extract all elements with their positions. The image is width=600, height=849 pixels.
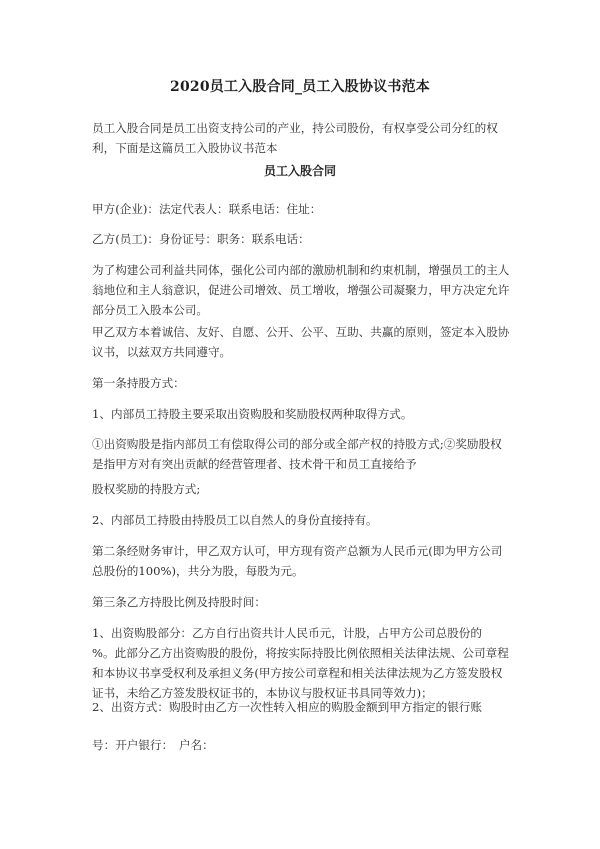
- purpose-paragraph: 为了构建公司利益共同体，强化公司内部的激励机制和约束机制，增强员工的主人翁地位和主人翁意识，促进公司增效、员工增收，增强公司凝聚力，甲方决定允许部分员工入股本公司。: [92, 263, 510, 317]
- article3-heading: 第三条乙方持股比例及持股时间：: [92, 595, 266, 609]
- article3-item2-continued: 号：开户银行： 户名：: [92, 738, 214, 752]
- document-title: 2020员工入股合同_员工入股协议书范本: [170, 79, 430, 95]
- article1-item1-detail: ①出资购股是指内部员工有偿取得公司的部分或全部产权的持股方式;②奖励股权是指甲方对有突出贡献的经营管理者、技术骨干和员工直接给予: [92, 437, 502, 471]
- article1-item2: 2、内部员工持股由持股员工以自然人的身份直接持有。: [92, 513, 378, 527]
- article3-item1: 1、出资购股部分：乙方自行出资共计人民币元，计股，占甲方公司总股份的 %。此部分乙方出资购股的股份，将按实际持股比例依照相关法律法规、公司章程和本协议书享受权利及承担义务(甲方按公司章程和相关法律法规为乙方签发股权证书，未给乙方签发股权证书的，本协议与股权证书具同等效力)；: [92, 626, 509, 700]
- intro-paragraph: 员工入股合同是员工出资支持公司的产业，持公司股份，有权享受公司分红的权利，下面是这篇员工入股协议书范本: [92, 121, 498, 155]
- article1-item1-detail-continued: 股权奖励的持股方式;: [92, 482, 201, 496]
- party-b-line: 乙方(员工)：身份证号：职务：联系电话：: [92, 232, 310, 246]
- principle-paragraph: 甲乙双方本着诚信、友好、自愿、公开、公平、互助、共赢的原则，签定本入股协议书，以兹双方共同遵守。: [92, 325, 510, 359]
- article2-paragraph: 第二条经财务审计，甲乙双方认可，甲方现有资产总额为人民币元(即为甲方公司总股份的100%)，共分为股，每股为元。: [92, 544, 503, 578]
- article3-item2: 2、出资方式：购股时由乙方一次性转入相应的购股金额到甲方指定的银行账: [92, 700, 482, 714]
- article1-heading: 第一条持股方式：: [92, 376, 185, 390]
- contract-subtitle: 员工入股合同: [263, 164, 336, 178]
- party-a-line: 甲方(企业)：法定代表人：联系电话：住址：: [92, 202, 322, 216]
- article1-item1: 1、内部员工持股主要采取出资购股和奖励股权两种取得方式。: [92, 407, 413, 421]
